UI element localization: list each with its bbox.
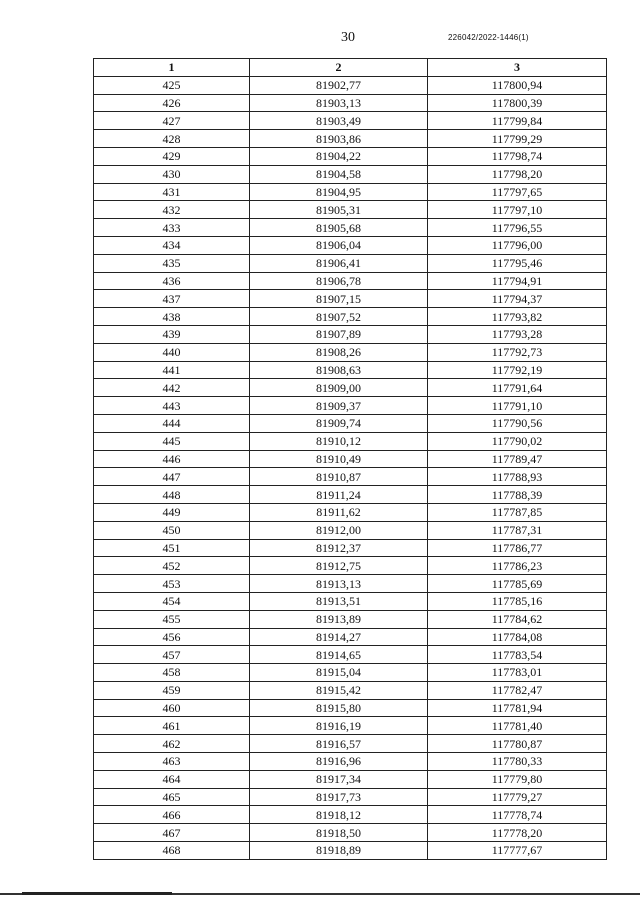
table-row <box>94 575 607 593</box>
table-cell: 81903,86 <box>250 130 428 148</box>
table-cell: 117779,27 <box>428 788 607 806</box>
table-cell: 117799,29 <box>428 130 607 148</box>
table-cell: 117797,65 <box>428 183 607 201</box>
table-row <box>94 94 607 112</box>
table-cell: 434 <box>94 236 250 254</box>
table-cell: 81905,31 <box>250 201 428 219</box>
table-row <box>94 557 607 575</box>
table-cell: 452 <box>94 557 250 575</box>
table-cell: 81916,19 <box>250 717 428 735</box>
table-cell: 117800,94 <box>428 76 607 94</box>
table-row <box>94 325 607 343</box>
table-cell: 81907,15 <box>250 290 428 308</box>
table-cell: 441 <box>94 361 250 379</box>
table-cell: 117786,23 <box>428 557 607 575</box>
table-cell: 443 <box>94 397 250 415</box>
table-cell: 430 <box>94 165 250 183</box>
table-cell: 435 <box>94 254 250 272</box>
table-cell: 81906,78 <box>250 272 428 290</box>
table-row <box>94 236 607 254</box>
table-cell: 117791,10 <box>428 397 607 415</box>
table-row <box>94 219 607 237</box>
table-body <box>94 76 607 859</box>
table-cell: 117789,47 <box>428 450 607 468</box>
table-cell: 463 <box>94 753 250 771</box>
table-row <box>94 397 607 415</box>
table-cell: 117788,93 <box>428 468 607 486</box>
table-cell: 117795,46 <box>428 254 607 272</box>
table-cell: 81904,22 <box>250 147 428 165</box>
table-cell: 117793,82 <box>428 308 607 326</box>
table-cell: 117794,37 <box>428 290 607 308</box>
table-row <box>94 165 607 183</box>
table-cell: 81907,89 <box>250 325 428 343</box>
table-row <box>94 521 607 539</box>
table-row <box>94 699 607 717</box>
table-cell: 431 <box>94 183 250 201</box>
table-row <box>94 450 607 468</box>
table-row <box>94 753 607 771</box>
table-cell: 453 <box>94 575 250 593</box>
table-cell: 81912,37 <box>250 539 428 557</box>
table-header <box>94 59 607 77</box>
page-number: 30 <box>341 30 355 45</box>
table-row <box>94 806 607 824</box>
table-row <box>94 770 607 788</box>
table-cell: 436 <box>94 272 250 290</box>
table-row <box>94 486 607 504</box>
table-cell: 81910,87 <box>250 468 428 486</box>
table-row <box>94 539 607 557</box>
table-row <box>94 646 607 664</box>
table-cell: 81903,13 <box>250 94 428 112</box>
table-row <box>94 254 607 272</box>
table-cell: 117794,91 <box>428 272 607 290</box>
table-row <box>94 290 607 308</box>
table-row <box>94 183 607 201</box>
table-row <box>94 824 607 842</box>
table-cell: 81911,24 <box>250 486 428 504</box>
table-cell: 117798,74 <box>428 147 607 165</box>
table-row <box>94 592 607 610</box>
table-cell: 81918,89 <box>250 842 428 860</box>
table-cell: 117779,80 <box>428 770 607 788</box>
table-cell: 460 <box>94 699 250 717</box>
coordinates-table <box>93 58 607 860</box>
table-cell: 117796,55 <box>428 219 607 237</box>
table-cell: 117781,40 <box>428 717 607 735</box>
table-cell: 444 <box>94 414 250 432</box>
column-header-3: 3 <box>428 59 607 77</box>
table-row <box>94 432 607 450</box>
table-cell: 459 <box>94 681 250 699</box>
table-cell: 117778,20 <box>428 824 607 842</box>
table-cell: 117793,28 <box>428 325 607 343</box>
document-reference: 226042/2022-1446(1) <box>448 33 529 42</box>
table-row <box>94 628 607 646</box>
table-cell: 81910,12 <box>250 432 428 450</box>
table-cell: 428 <box>94 130 250 148</box>
table-cell: 117783,54 <box>428 646 607 664</box>
table-row <box>94 681 607 699</box>
table-row <box>94 735 607 753</box>
table-row <box>94 610 607 628</box>
table-cell: 117800,39 <box>428 94 607 112</box>
table-row <box>94 379 607 397</box>
table-cell: 81915,04 <box>250 664 428 682</box>
table-cell: 117787,31 <box>428 521 607 539</box>
table-row <box>94 788 607 806</box>
table-cell: 81916,96 <box>250 753 428 771</box>
table-cell: 457 <box>94 646 250 664</box>
table-cell: 117785,69 <box>428 575 607 593</box>
table-cell: 467 <box>94 824 250 842</box>
table-row <box>94 468 607 486</box>
table-cell: 455 <box>94 610 250 628</box>
table-cell: 81902,77 <box>250 76 428 94</box>
table-row <box>94 343 607 361</box>
table-cell: 442 <box>94 379 250 397</box>
table-cell: 117792,19 <box>428 361 607 379</box>
table-cell: 446 <box>94 450 250 468</box>
table-cell: 440 <box>94 343 250 361</box>
table-row <box>94 308 607 326</box>
table-cell: 466 <box>94 806 250 824</box>
table-cell: 81914,65 <box>250 646 428 664</box>
table-header-row <box>94 59 607 77</box>
table-cell: 461 <box>94 717 250 735</box>
table-cell: 437 <box>94 290 250 308</box>
table-cell: 81913,51 <box>250 592 428 610</box>
table-cell: 468 <box>94 842 250 860</box>
table-cell: 81917,73 <box>250 788 428 806</box>
table-cell: 81903,49 <box>250 112 428 130</box>
table-row <box>94 130 607 148</box>
table-cell: 117785,16 <box>428 592 607 610</box>
table-cell: 81917,34 <box>250 770 428 788</box>
table-cell: 117780,87 <box>428 735 607 753</box>
column-header-2: 2 <box>250 59 428 77</box>
table-cell: 81911,62 <box>250 503 428 521</box>
table-cell: 81916,57 <box>250 735 428 753</box>
table-row <box>94 147 607 165</box>
table-cell: 117790,56 <box>428 414 607 432</box>
table-cell: 81906,04 <box>250 236 428 254</box>
table-cell: 464 <box>94 770 250 788</box>
table-cell: 439 <box>94 325 250 343</box>
table-cell: 81905,68 <box>250 219 428 237</box>
table-cell: 81913,89 <box>250 610 428 628</box>
table-cell: 426 <box>94 94 250 112</box>
table-cell: 81915,42 <box>250 681 428 699</box>
table-cell: 447 <box>94 468 250 486</box>
table-row <box>94 361 607 379</box>
table-row <box>94 503 607 521</box>
table-cell: 117782,47 <box>428 681 607 699</box>
table-cell: 465 <box>94 788 250 806</box>
table-cell: 433 <box>94 219 250 237</box>
bottom-rule-accent <box>22 892 172 895</box>
table-cell: 81909,00 <box>250 379 428 397</box>
table-cell: 117781,94 <box>428 699 607 717</box>
table-cell: 117780,33 <box>428 753 607 771</box>
table-cell: 81912,75 <box>250 557 428 575</box>
table-row <box>94 414 607 432</box>
table-cell: 425 <box>94 76 250 94</box>
table-cell: 81918,50 <box>250 824 428 842</box>
table-cell: 117783,01 <box>428 664 607 682</box>
table-cell: 81904,95 <box>250 183 428 201</box>
table-cell: 432 <box>94 201 250 219</box>
table-row <box>94 201 607 219</box>
table-cell: 81915,80 <box>250 699 428 717</box>
table-cell: 448 <box>94 486 250 504</box>
table-cell: 445 <box>94 432 250 450</box>
table-cell: 81909,74 <box>250 414 428 432</box>
table-cell: 117777,67 <box>428 842 607 860</box>
table-cell: 462 <box>94 735 250 753</box>
table-cell: 117786,77 <box>428 539 607 557</box>
table-cell: 81909,37 <box>250 397 428 415</box>
table-cell: 454 <box>94 592 250 610</box>
table-cell: 81907,52 <box>250 308 428 326</box>
table-cell: 81910,49 <box>250 450 428 468</box>
table-row <box>94 272 607 290</box>
table-cell: 117799,84 <box>428 112 607 130</box>
table-cell: 438 <box>94 308 250 326</box>
table-cell: 81906,41 <box>250 254 428 272</box>
table-cell: 81918,12 <box>250 806 428 824</box>
table-cell: 81908,63 <box>250 361 428 379</box>
table-cell: 81912,00 <box>250 521 428 539</box>
table-cell: 81904,58 <box>250 165 428 183</box>
table-cell: 117796,00 <box>428 236 607 254</box>
table-cell: 450 <box>94 521 250 539</box>
table-row <box>94 76 607 94</box>
table-cell: 117788,39 <box>428 486 607 504</box>
table-cell: 117792,73 <box>428 343 607 361</box>
table-cell: 117797,10 <box>428 201 607 219</box>
table-cell: 117784,62 <box>428 610 607 628</box>
table-cell: 117784,08 <box>428 628 607 646</box>
table-cell: 427 <box>94 112 250 130</box>
table-cell: 81913,13 <box>250 575 428 593</box>
table-cell: 117798,20 <box>428 165 607 183</box>
table-row <box>94 664 607 682</box>
table-cell: 81914,27 <box>250 628 428 646</box>
table-row <box>94 112 607 130</box>
table-cell: 81908,26 <box>250 343 428 361</box>
table-cell: 451 <box>94 539 250 557</box>
table-cell: 117778,74 <box>428 806 607 824</box>
table-cell: 117787,85 <box>428 503 607 521</box>
table-cell: 458 <box>94 664 250 682</box>
table-cell: 449 <box>94 503 250 521</box>
table-cell: 456 <box>94 628 250 646</box>
table-row <box>94 717 607 735</box>
table-row <box>94 842 607 860</box>
table-cell: 117791,64 <box>428 379 607 397</box>
table-cell: 117790,02 <box>428 432 607 450</box>
column-header-1: 1 <box>94 59 250 77</box>
table-cell: 429 <box>94 147 250 165</box>
